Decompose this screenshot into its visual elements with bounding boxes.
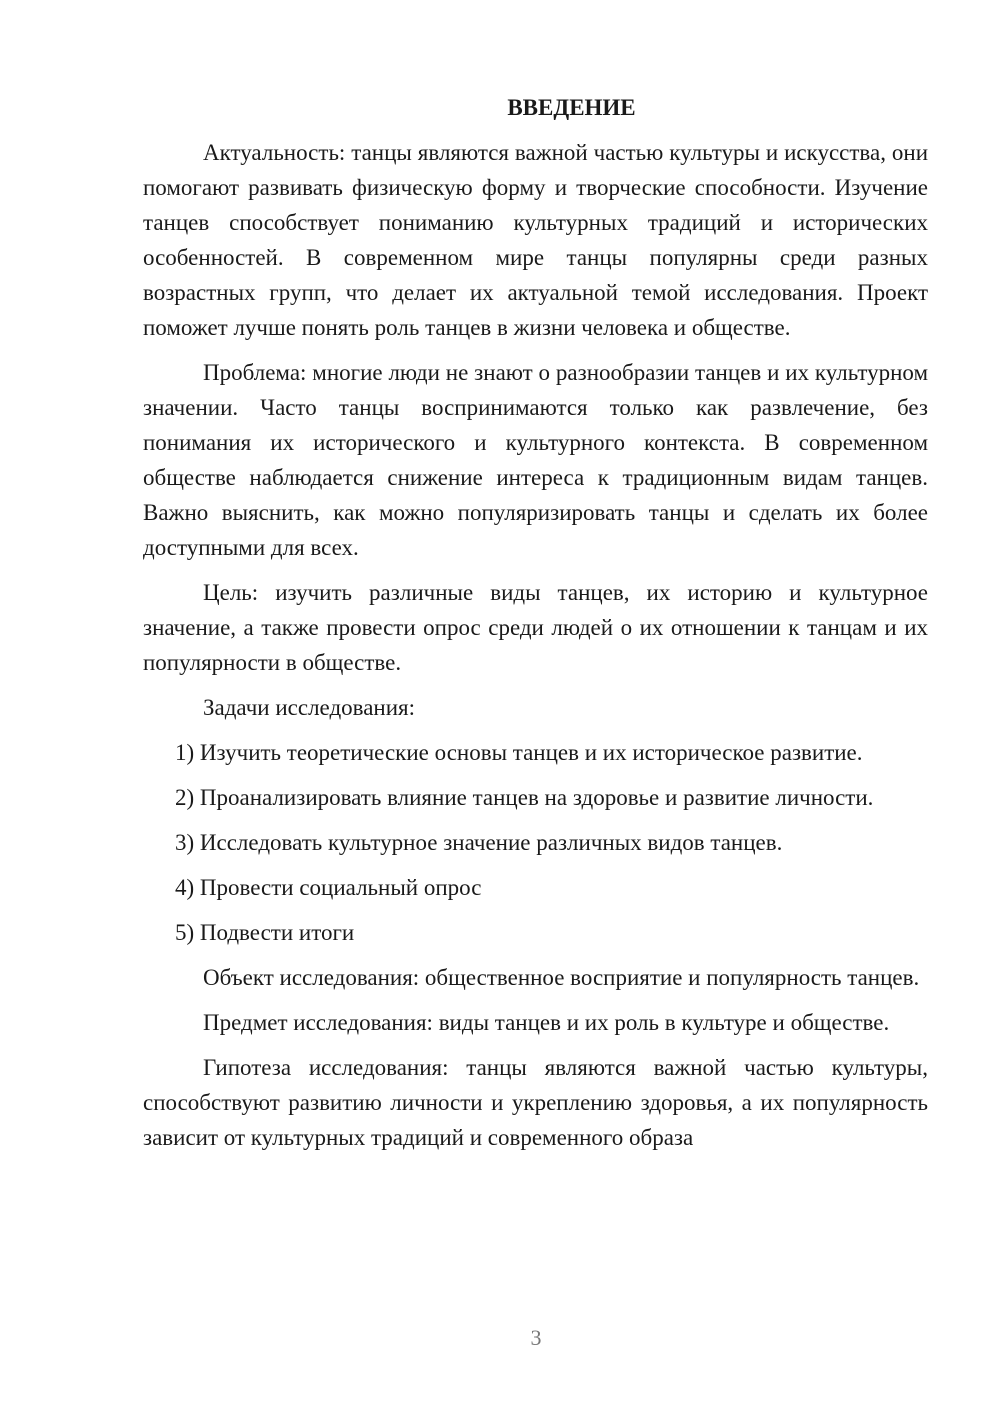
task-item: 3) Исследовать культурное значение различных видов танцев.	[175, 830, 783, 855]
page-title: ВВЕДЕНИЕ	[507, 95, 636, 120]
page-number: 3	[530, 1325, 542, 1350]
paragraph-hypothesis: Гипотеза исследования: танцы являются важной частью культуры, способствуют развитию личности и укреплению здоровья, а их популярность зависит от культурных традиций и современного образа	[143, 1055, 928, 1150]
task-item: 4) Провести социальный опрос	[175, 875, 482, 900]
paragraph-subject: Предмет исследования: виды танцев и их роль в культуре и обществе.	[203, 1010, 890, 1035]
paragraph-relevance: Актуальность: танцы являются важной частью культуры и искусства, они помогают развивать физическую форму и творческие способности. Изучение танцев способствует пониманию культурных традиций и исторических особенностей. В современном мире танцы популярны среди разных возрастных групп, что делает их актуальной темой исследования. Проект поможет лучше понять роль танцев в жизни человека и обществе.	[143, 140, 928, 340]
task-item: 1) Изучить теоретические основы танцев и их историческое развитие.	[175, 740, 863, 765]
paragraph-goal: Цель: изучить различные виды танцев, их историю и культурное значение, а также провести опрос среди людей о их отношении к танцам и их популярности в обществе.	[143, 580, 928, 675]
task-item: 5) Подвести итоги	[175, 920, 355, 945]
paragraph-problem: Проблема: многие люди не знают о разнообразии танцев и их культурном значении. Часто танцы воспринимаются только как развлечение, без понимания их исторического и культурного контекста. В современном обществе наблюдается снижение интереса к традиционным видам танцев. Важно выяснить, как можно популяризировать танцы и сделать их более доступными для всех.	[143, 360, 928, 560]
tasks-heading: Задачи исследования:	[203, 695, 416, 720]
document-page	[143, 90, 928, 1165]
paragraph-object: Объект исследования: общественное восприятие и популярность танцев.	[203, 965, 920, 990]
task-item: 2) Проанализировать влияние танцев на здоровье и развитие личности.	[175, 785, 874, 810]
